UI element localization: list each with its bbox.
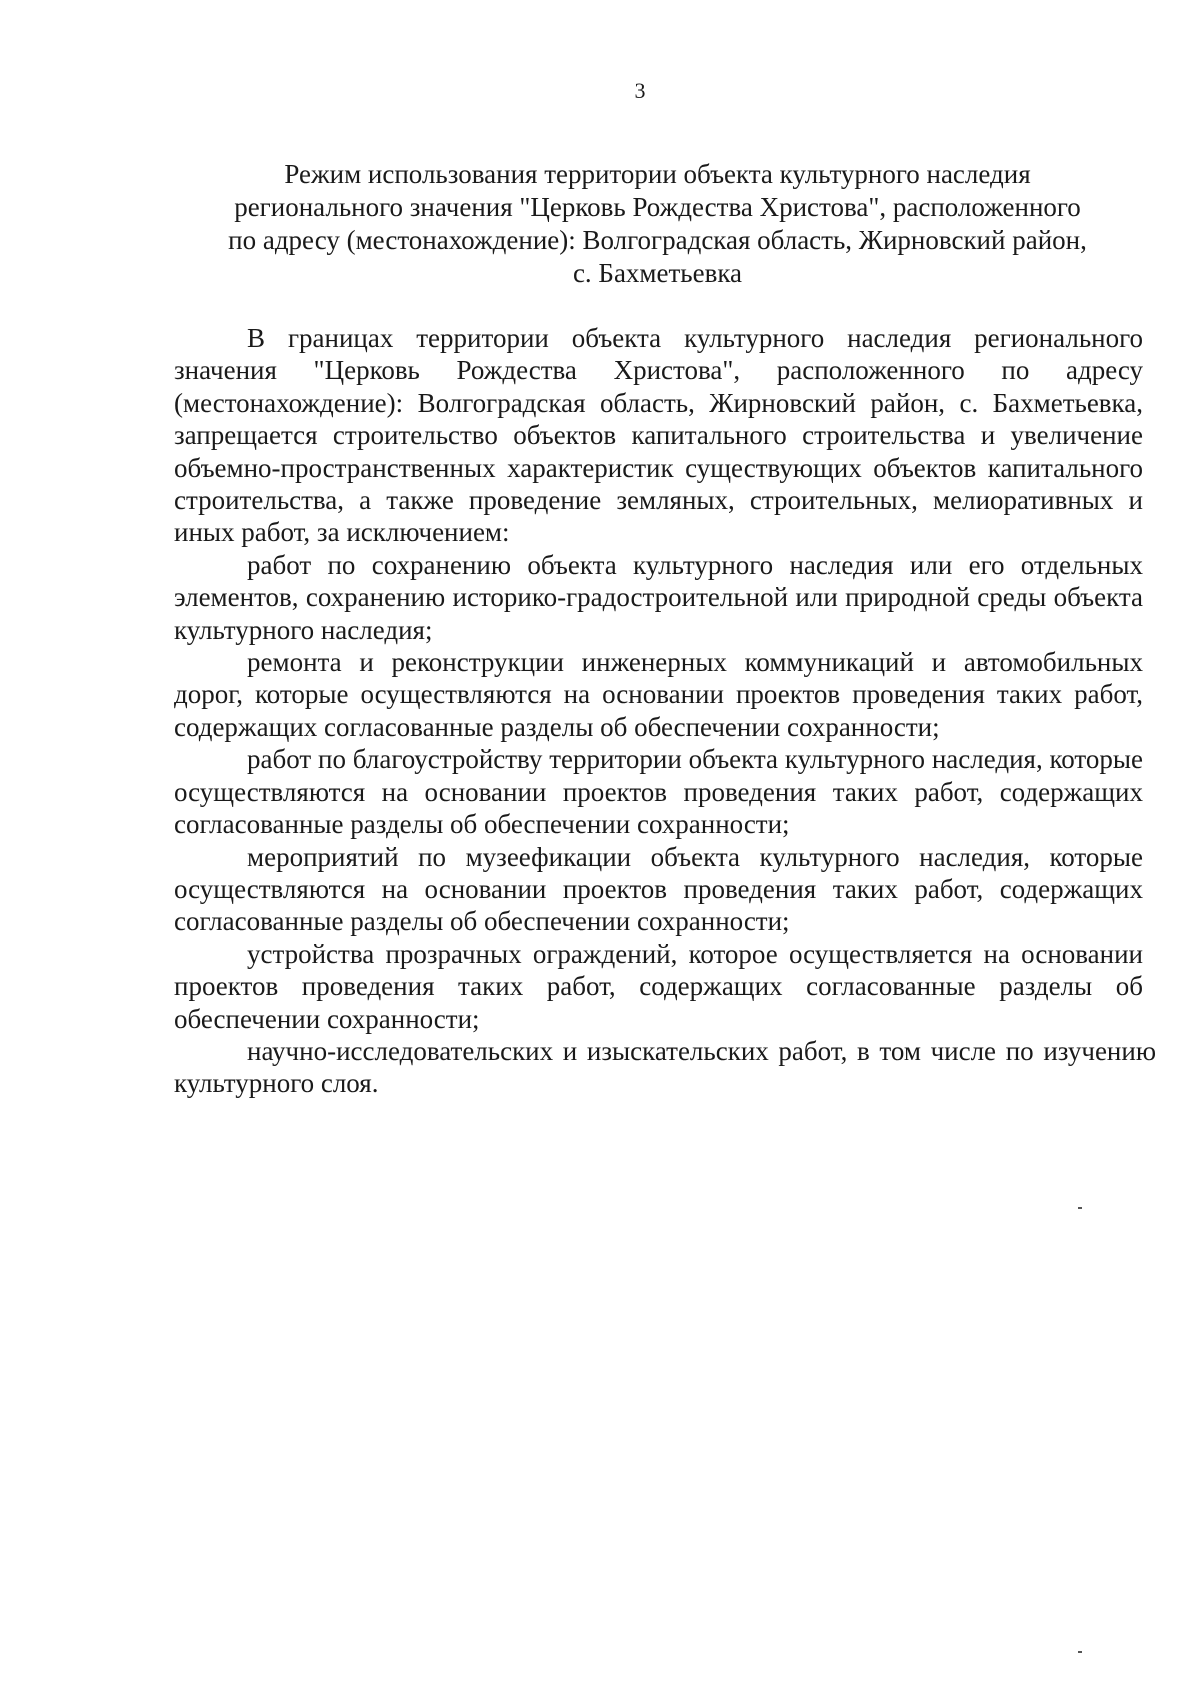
paragraph-exception-museum: мероприятий по музеефикации объекта культурного наследия, которые осуществляются на основании проектов проведения таких работ, содержащих согласованные разделы об обеспечении сохранности; [174,841,1143,937]
page-number: 3 [634,78,646,103]
paragraph-exception-preservation: работ по сохранению объекта культурного наследия или его отдельных элементов, сохранению историко-градостроительной или природной среды объекта культурного наследия; [174,549,1143,645]
document-title [170,158,1145,290]
title-line: по адресу (местонахождение): Волгоградская область, Жирновский район, [228,225,1087,255]
scan-speck [1078,1207,1082,1209]
paragraph-intro: В границах территории объекта культурного наследия регионального значения "Церковь Рождества Христова", расположенного по адресу (местонахождение): Волгоградская область, Жирновский район, с. Бахметьевка, запрещается строительство объектов капитального строительства и увеличение объемно-пространственных характеристик существующих объектов капитального строительства, а также проведение земляных, строительных, мелиоративных и иных работ, за исключением: [174,323,1143,548]
paragraph-exception-fences: устройства прозрачных ограждений, которое осуществляется на основании проектов проведения таких работ, содержащих согласованные разделы об обеспечении сохранности; [174,938,1143,1034]
paragraph-exception-landscaping: работ по благоустройству территории объекта культурного наследия, которые осуществляются на основании проектов проведения таких работ, содержащих согласованные разделы об обеспечении сохранности; [174,744,1143,840]
title-line: регионального значения "Церковь Рождества Христова", расположенного [234,192,1081,222]
scan-speck [1078,1651,1082,1653]
paragraph-exception-research: научно-исследовательских и изыскательских работ, в том числе по изучению культурного слоя. [174,1035,1156,1099]
title-line: Режим использования территории объекта культурного наследия [284,159,1031,189]
document-body [174,322,1156,1100]
title-line: с. Бахметьевка [572,258,743,288]
paragraph-exception-repair: ремонта и реконструкции инженерных коммуникаций и автомобильных дорог, которые осуществляются на основании проектов проведения таких работ, содержащих согласованные разделы об обеспечении сохранности; [174,647,1143,742]
